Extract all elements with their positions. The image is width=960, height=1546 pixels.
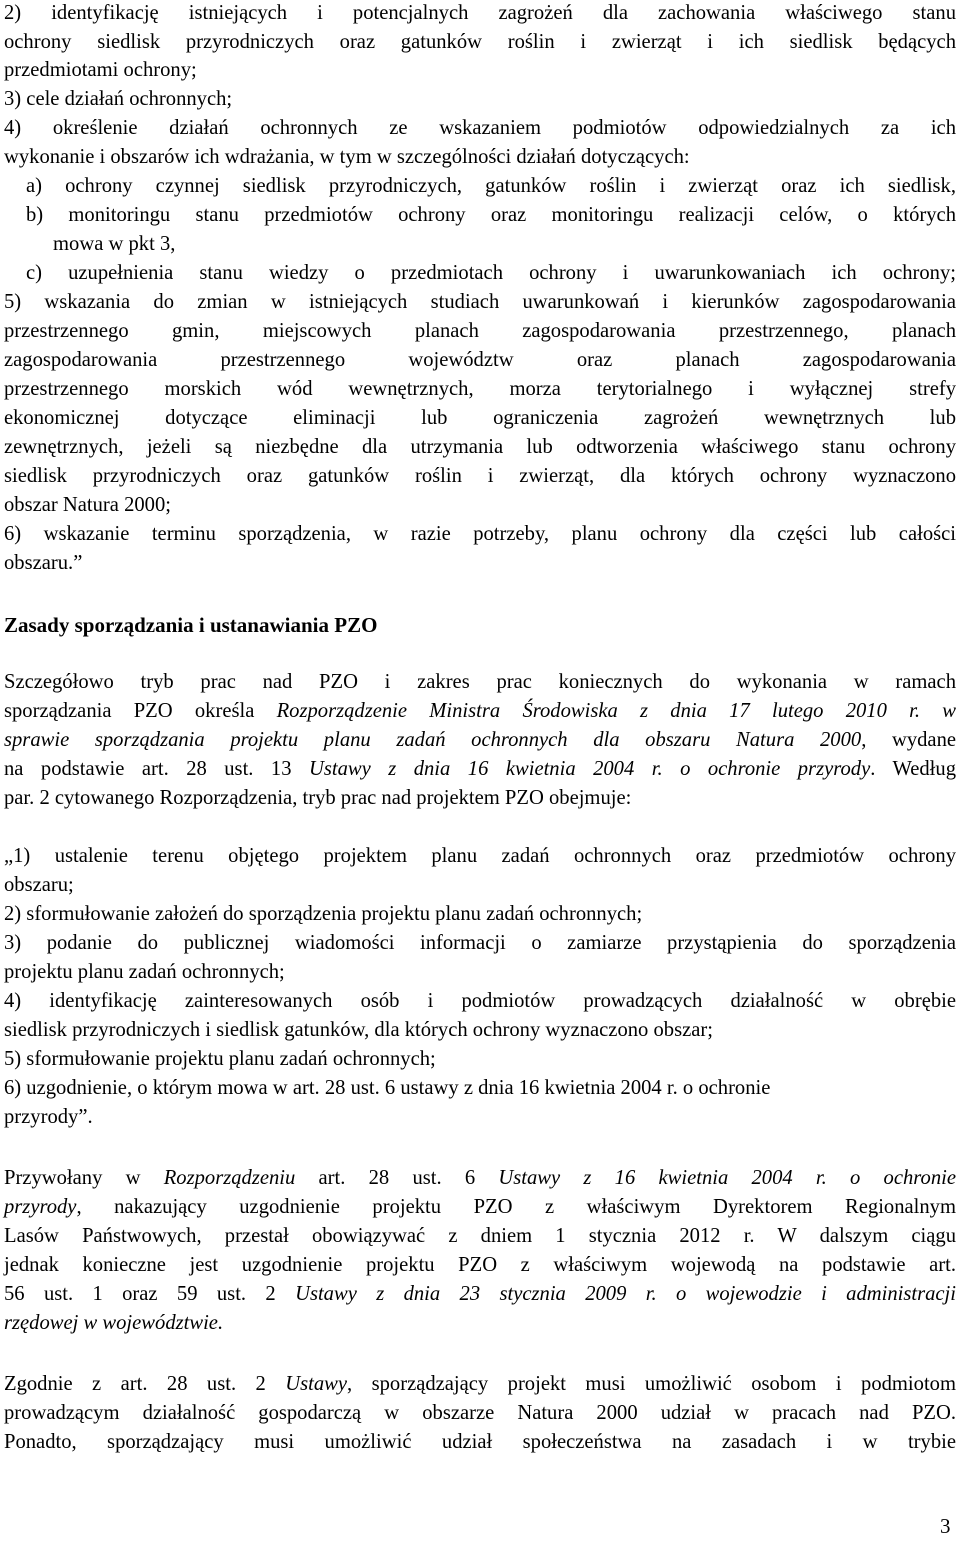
paragraph3-line3: Ponadto, sporządzający musi umożliwić udział społeczeństwa na zasadach i w trybie — [4, 1431, 956, 1453]
quote-line9: 6) uzgodnienie, o którym mowa w art. 28 ust. 6 ustawy z dnia 16 kwietnia 2004 r. o ochronie — [4, 1077, 771, 1099]
quote-line10: przyrody”. — [4, 1106, 93, 1128]
list-item-6-line2: obszaru.” — [4, 552, 83, 574]
paragraph2-line2 — [4, 1193, 956, 1222]
list-item-4-line1: 4) określenie działań ochronnych ze wskazaniem podmiotów odpowiedzialnych za ich — [4, 117, 956, 139]
paragraph2-line6 — [4, 1309, 956, 1338]
list-item-5-line6: zewnętrznych, jeżeli są niezbędne dla utrzymania lub odtworzenia właściwego stanu ochrony — [4, 436, 956, 458]
paragraph2-text: art. 28 ust. 6 — [295, 1167, 499, 1189]
paragraph3-text: Zgodnie z art. 28 ust. 2 — [4, 1373, 286, 1395]
paragraph2-text: , nakazujący uzgodnienie projektu PZO z właściwym Dyrektorem Regionalnym — [76, 1196, 956, 1218]
regulation-title-cont: sprawie sporządzania projektu planu zadań ochronnych dla obszaru Natura 2000 — [4, 729, 862, 751]
act-title-cont: przyrody — [4, 1196, 77, 1218]
paragraph1-line1: Szczegółowo tryb prac nad PZO i zakres prac koniecznych do wykonania w ramach — [4, 671, 956, 693]
sublist-item-b-line2: mowa w pkt 3, — [53, 233, 176, 255]
act-title-cont: rzędowej w województwie. — [4, 1312, 224, 1334]
paragraph1-line4 — [4, 755, 956, 784]
paragraph2-line1 — [4, 1164, 956, 1193]
paragraph1-text: sporządzania PZO określa — [4, 700, 277, 722]
paragraph1-text: na podstawie art. 28 ust. 13 — [4, 758, 309, 780]
list-item-2-line1: 2) identyfikację istniejących i potencjalnych zagrożeń dla zachowania właściwego stanu — [4, 2, 956, 24]
quote-line5: projektu planu zadań ochronnych; — [4, 961, 285, 983]
quote-line4: 3) podanie do publicznej wiadomości informacji o zamiarze przystąpienia do sporządzenia — [4, 932, 956, 954]
list-item-5-line4: przestrzennego morskich wód wewnętrznych, morza terytorialnego i wyłącznej strefy — [4, 378, 956, 400]
list-item-5-line3: zagospodarowania przestrzennego województw oraz planach zagospodarowania — [4, 349, 956, 371]
list-item-5-line2: przestrzennego gmin, miejscowych planach zagospodarowania przestrzennego, planach — [4, 320, 956, 342]
list-item-3: 3) cele działań ochronnych; — [4, 88, 233, 110]
quote-line7: siedlisk przyrodniczych i siedlisk gatunków, dla których ochrony wyznaczono obszar; — [4, 1019, 713, 1041]
act-title: Ustawy z 16 kwietnia 2004 r. o ochronie — [498, 1167, 956, 1189]
paragraph3-line1 — [4, 1370, 956, 1399]
paragraph1-text: . Według — [870, 758, 957, 780]
quote-line8: 5) sformułowanie projektu planu zadań ochronnych; — [4, 1048, 436, 1070]
quote-line2: obszaru; — [4, 874, 74, 896]
list-item-2-line3: przedmiotami ochrony; — [4, 59, 197, 81]
act-ref: Ustawy — [285, 1373, 348, 1395]
quote-line3: 2) sformułowanie założeń do sporządzenia projektu planu zadań ochronnych; — [4, 903, 643, 925]
list-item-2-line2: ochrony siedlisk przyrodniczych oraz gatunków roślin i zwierząt i ich siedlisk będących — [4, 31, 956, 53]
paragraph3-text: , sporządzający projekt musi umożliwić osobom i podmiotom — [347, 1373, 956, 1395]
page-number: 3 — [940, 1514, 951, 1538]
paragraph1-line5: par. 2 cytowanego Rozporządzenia, tryb prac nad projektem PZO obejmuje: — [4, 787, 632, 809]
list-item-5-line7: siedlisk przyrodniczych oraz gatunków roślin i zwierząt, dla których ochrony wyznaczono — [4, 465, 956, 487]
regulation-ref: Rozporządzeniu — [163, 1167, 296, 1189]
list-item-5-line5: ekonomicznej dotyczące eliminacji lub ograniczenia zagrożeń wewnętrznych lub — [4, 407, 956, 429]
act-title: Ustawy z dnia 23 stycznia 2009 r. o wojewodzie i administracji — [295, 1283, 957, 1305]
sublist-item-c: c) uzupełnienia stanu wiedzy o przedmiotach ochrony i uwarunkowaniach ich ochrony; — [26, 262, 956, 284]
regulation-title: Rozporządzenie Ministra Środowiska z dnia 17 lutego 2010 r. w — [276, 700, 956, 722]
section-heading: Zasady sporządzania i ustanawiania PZO — [4, 613, 378, 637]
quote-line1: „1) ustalenie terenu objętego projektem planu zadań ochronnych oraz przedmiotów ochrony — [4, 845, 956, 867]
paragraph2-text: Przywołany w — [4, 1167, 164, 1189]
list-item-5-line1: 5) wskazania do zmian w istniejących studiach uwarunkowań i kierunków zagospodarowania — [4, 291, 956, 313]
paragraph2-line4: jednak konieczne jest uzgodnienie projektu PZO z właściwym wojewodą na podstawie art. — [4, 1254, 956, 1276]
paragraph1-line3 — [4, 726, 956, 755]
sublist-item-b-line1: b) monitoringu stanu przedmiotów ochrony oraz monitoringu realizacji celów, o których — [26, 204, 956, 226]
list-item-4-line2: wykonanie i obszarów ich wdrażania, w tym w szczególności działań dotyczących: — [4, 146, 690, 168]
paragraph3-line2: prowadzącym działalność gospodarczą w obszarze Natura 2000 udział w pracach nad PZO. — [4, 1402, 956, 1424]
act-title: Ustawy z dnia 16 kwietnia 2004 r. o ochronie przyrody — [308, 758, 871, 780]
quote-line6: 4) identyfikację zainteresowanych osób i podmiotów prowadzących działalność w obrębie — [4, 990, 956, 1012]
list-item-5-line8: obszar Natura 2000; — [4, 494, 171, 516]
paragraph2-text: 56 ust. 1 oraz 59 ust. 2 — [4, 1283, 296, 1305]
paragraph2-line5 — [4, 1280, 956, 1309]
paragraph1-line2 — [4, 697, 956, 726]
sublist-item-a: a) ochrony czynnej siedlisk przyrodniczych, gatunków roślin i zwierząt oraz ich siedlisk, — [26, 175, 956, 197]
paragraph2-line3: Lasów Państwowych, przestał obowiązywać z dniem 1 stycznia 2012 r. W dalszym ciągu — [4, 1225, 956, 1247]
paragraph1-text: , wydane — [861, 729, 957, 751]
list-item-6-line1: 6) wskazanie terminu sporządzenia, w razie potrzeby, planu ochrony dla części lub całości — [4, 523, 956, 545]
